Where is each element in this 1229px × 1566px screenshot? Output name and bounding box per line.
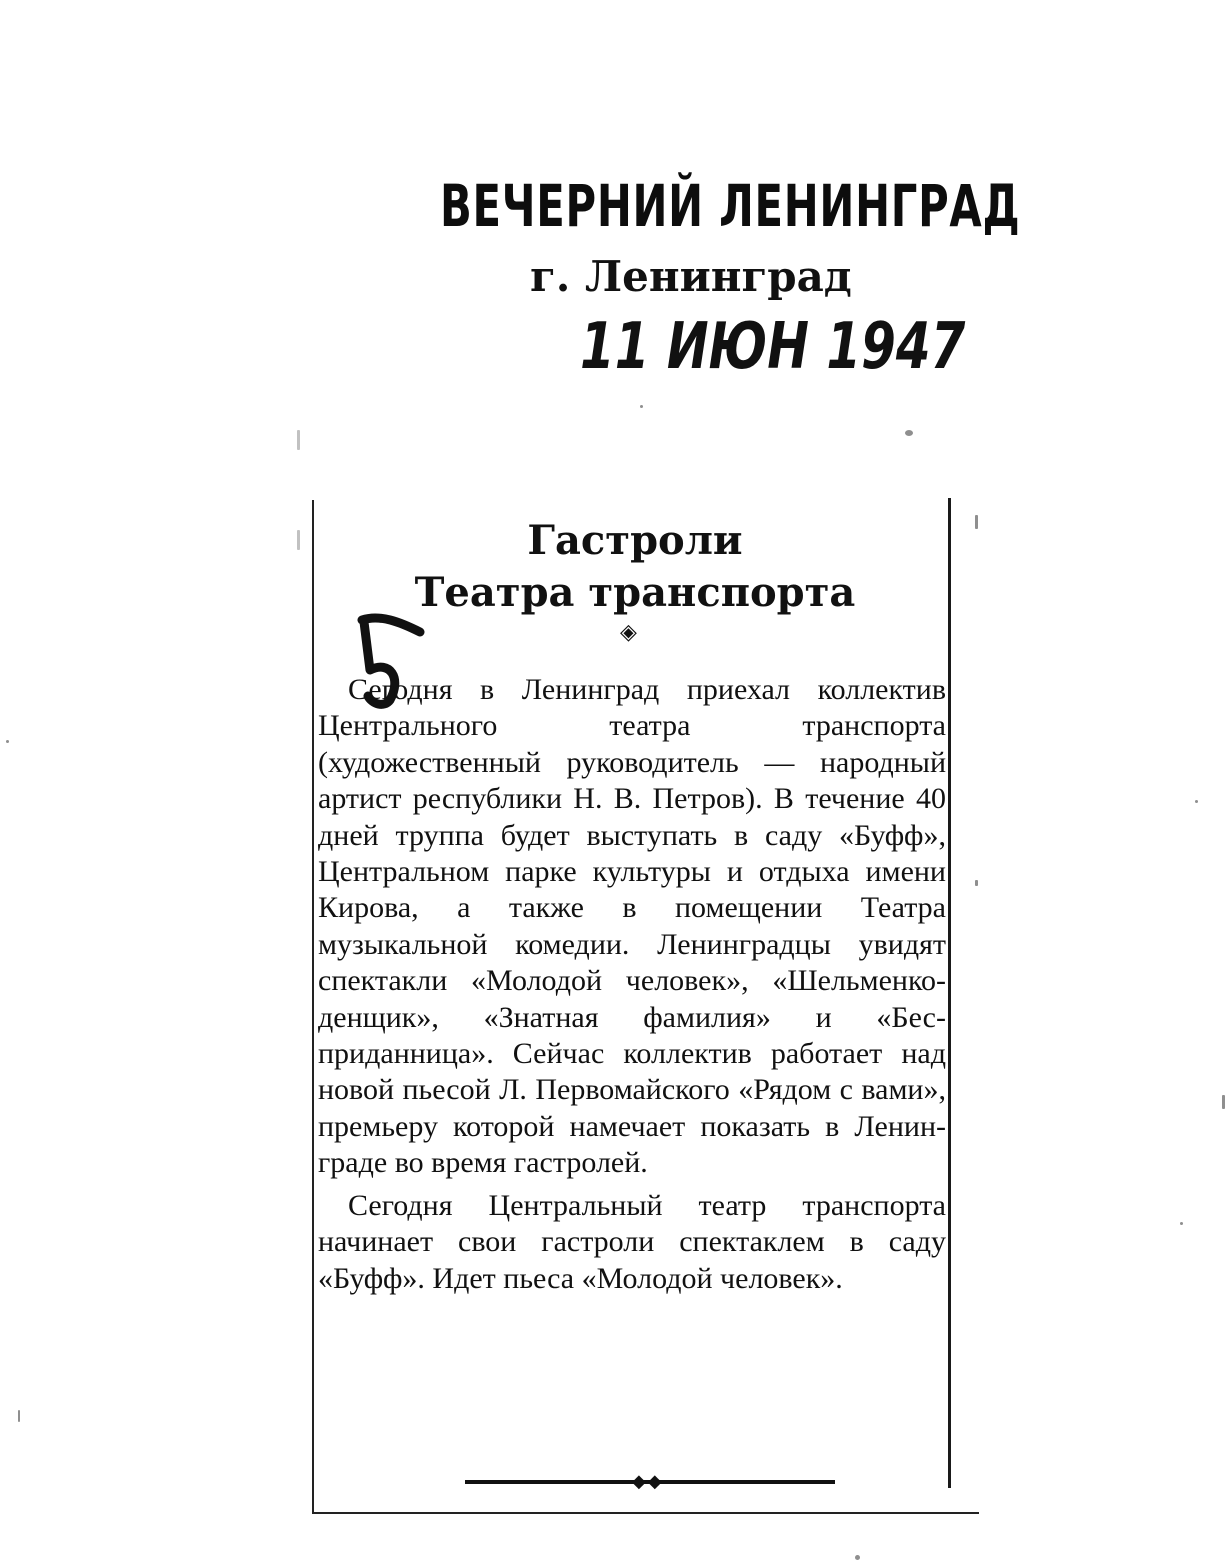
newspaper-stamp: [430, 160, 1021, 420]
stamp-date: 11 ИЮН 1947: [580, 310, 966, 384]
headline-line-1: Гастроли: [527, 517, 743, 564]
closing-ornament-icon: ◆◆: [632, 1471, 664, 1492]
newspaper-name: ВЕЧЕРНИЙ ЛЕНИНГРАД: [440, 172, 1021, 240]
scan-speck: [18, 1410, 20, 1422]
column-rule: [948, 498, 951, 1488]
stamp-city: г. Ленинград: [530, 252, 852, 301]
article-paragraph-1: Сегодня в Ленинград приехал коллектив Центрального театра транспорта (художественный руководитель — народный артист республики Н. В. Петров). В течение 40 дней труппа будет выступать в саду «Буфф», Центральном парке культуры и отдыха имени Кирова, а также в помещении Театра музыкальной комедии. Ленинградцы увидят спектакли «Молодой человек», «Шельменко-денщик», «Знатная фамилия» и «Бесприданница». Сейчас коллектив работает над новой пьесой Л. Первомайского «Рядом с вами», премьеру которой намечает показать в Ленинграде во время гастролей.: [318, 673, 946, 1180]
scan-speck: [1195, 800, 1198, 803]
scan-speck: [6, 740, 9, 743]
scan-speck: [297, 530, 300, 550]
headline-line-2: Театра транспорта: [414, 569, 856, 616]
ornament-diamond-icon: ◈: [620, 620, 637, 645]
scan-speck: [855, 1555, 860, 1560]
scan-speck: [1222, 1095, 1225, 1109]
article-body: [318, 672, 946, 1297]
scan-speck: [297, 430, 300, 450]
scan-speck: [1180, 1222, 1183, 1225]
article-paragraph-2: Сегодня Центральный театр транспорта начинает свои гастроли спектаклем в саду «Буфф». Идет пьеса «Молодой человек».: [318, 1188, 946, 1295]
scan-speck: [905, 430, 913, 436]
